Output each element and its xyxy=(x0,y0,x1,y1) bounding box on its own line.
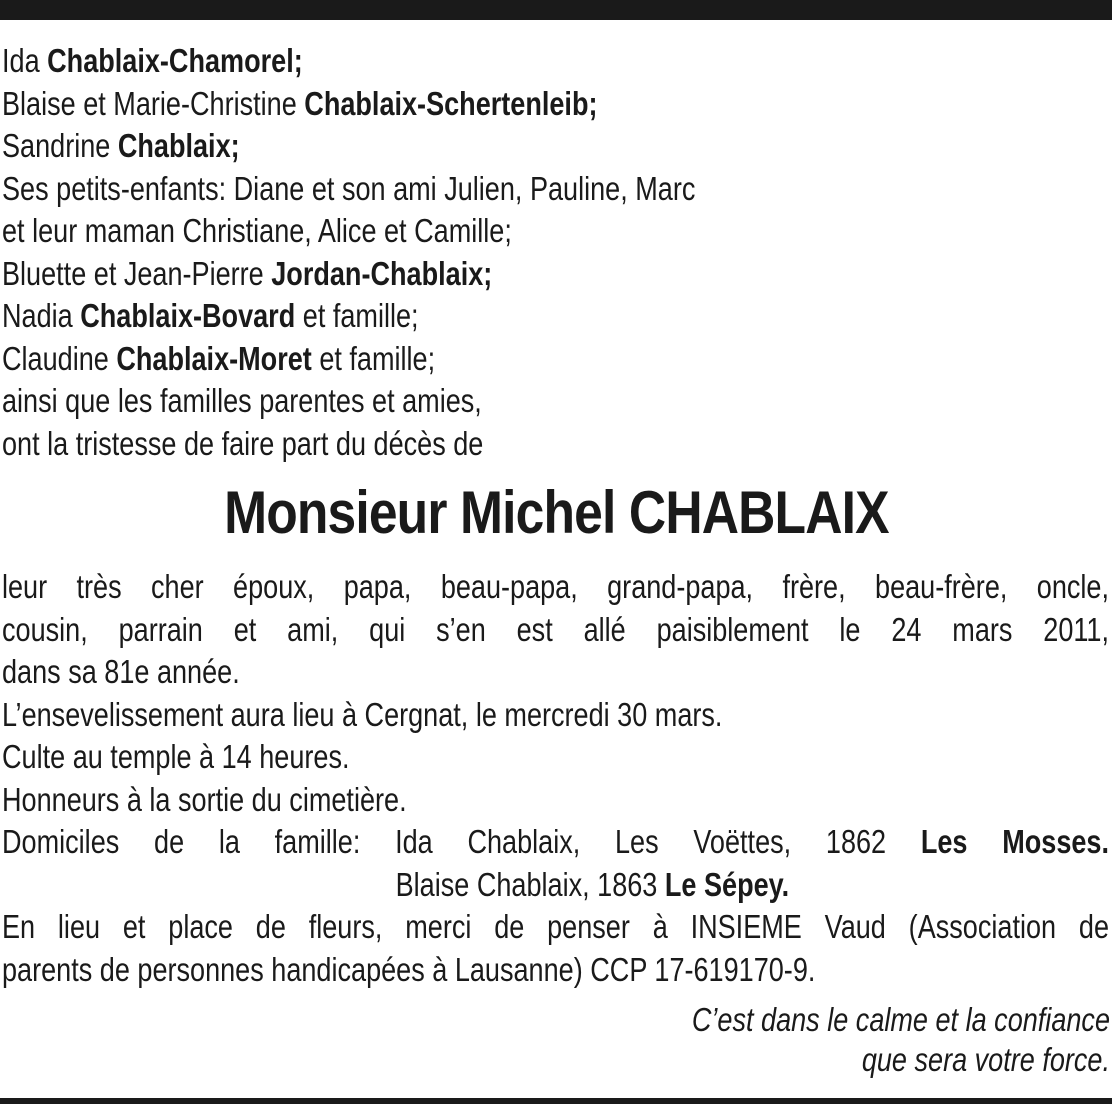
body-line xyxy=(2,821,1109,864)
quote-line: C’est dans le calme et la confiance xyxy=(691,1001,1110,1038)
text-run: et famille; xyxy=(295,297,419,334)
text-run: cousin, parrain et ami, qui s’en est allé paisiblement le 24 mars 2011, xyxy=(2,610,1109,648)
text-run: et famille; xyxy=(311,339,436,377)
bold-name: Chablaix-Chamorel; xyxy=(47,42,303,79)
text-run: Ses petits-enfants: Diane et son ami Julien, Pauline, Marc xyxy=(2,169,696,207)
text-run: Nadia xyxy=(2,297,81,334)
family-line xyxy=(2,380,1109,423)
family-line xyxy=(2,295,1109,338)
text-run: En lieu et place de fleurs, merci de penser à INSIEME Vaud (Association de xyxy=(2,908,1109,945)
top-rule xyxy=(0,0,1112,20)
text-run: Sandrine xyxy=(2,127,118,164)
text-run: Ida xyxy=(2,42,48,79)
text-run: Blaise et Marie-Christine xyxy=(2,84,305,122)
body-line xyxy=(2,906,1109,949)
text-run: leur très cher époux, papa, beau-papa, grand-papa, frère, beau-frère, oncle, xyxy=(2,568,1109,605)
body-line xyxy=(2,694,1109,737)
body-line xyxy=(2,864,1109,907)
bold-name: Le Sépey. xyxy=(664,865,790,903)
family-line xyxy=(2,423,1109,466)
text-run: Domiciles de la famille: Ida Chablaix, Les Voëttes, 1862 xyxy=(2,823,921,860)
bottom-rule xyxy=(0,1098,1112,1104)
bold-name: Chablaix-Bovard xyxy=(80,297,296,334)
text-run: Bluette et Jean-Pierre xyxy=(2,254,272,292)
family-line xyxy=(2,253,1109,296)
bold-name: Les Mosses. xyxy=(920,823,1110,860)
body-line xyxy=(2,779,1109,822)
text-run: Blaise Chablaix, 1863 xyxy=(395,865,665,903)
body-line xyxy=(2,651,1109,694)
family-list xyxy=(2,40,1109,465)
text-run: ont la tristesse de faire part du décès de xyxy=(2,424,484,462)
text-run: ainsi que les familles parentes et amies, xyxy=(2,382,482,419)
text-run: dans sa 81e année. xyxy=(2,653,240,690)
family-line xyxy=(2,338,1109,381)
body-line xyxy=(2,566,1109,609)
text-run: Claudine xyxy=(2,339,117,377)
bold-name: Chablaix-Schertenleib; xyxy=(304,84,598,122)
text-run: Culte au temple à 14 heures. xyxy=(2,738,350,775)
text-run: et leur maman Christiane, Alice et Camille; xyxy=(2,212,512,249)
family-line xyxy=(2,125,1109,168)
bold-name: Jordan-Chablaix; xyxy=(271,254,493,292)
body-line xyxy=(2,949,1109,992)
text-run: parents de personnes handicapées à Lausanne) CCP 17-619170-9. xyxy=(2,950,816,988)
quote-line: que sera votre force. xyxy=(861,1041,1110,1078)
bold-name: Chablaix-Moret xyxy=(116,339,312,377)
family-line xyxy=(2,168,1109,211)
body-line xyxy=(2,736,1109,779)
deceased-name: Monsieur Michel CHABLAIX xyxy=(223,479,889,546)
text-run: Honneurs à la sortie du cimetière. xyxy=(2,780,407,818)
family-line xyxy=(2,210,1109,253)
text-run: L’ensevelissement aura lieu à Cergnat, le mercredi 30 mars. xyxy=(2,695,723,733)
closing-quote xyxy=(210,1000,1110,1080)
family-line xyxy=(2,40,1109,83)
body-line xyxy=(2,609,1109,652)
family-line xyxy=(2,83,1109,126)
notice-body xyxy=(2,566,1109,991)
bold-name: Chablaix; xyxy=(117,127,240,164)
